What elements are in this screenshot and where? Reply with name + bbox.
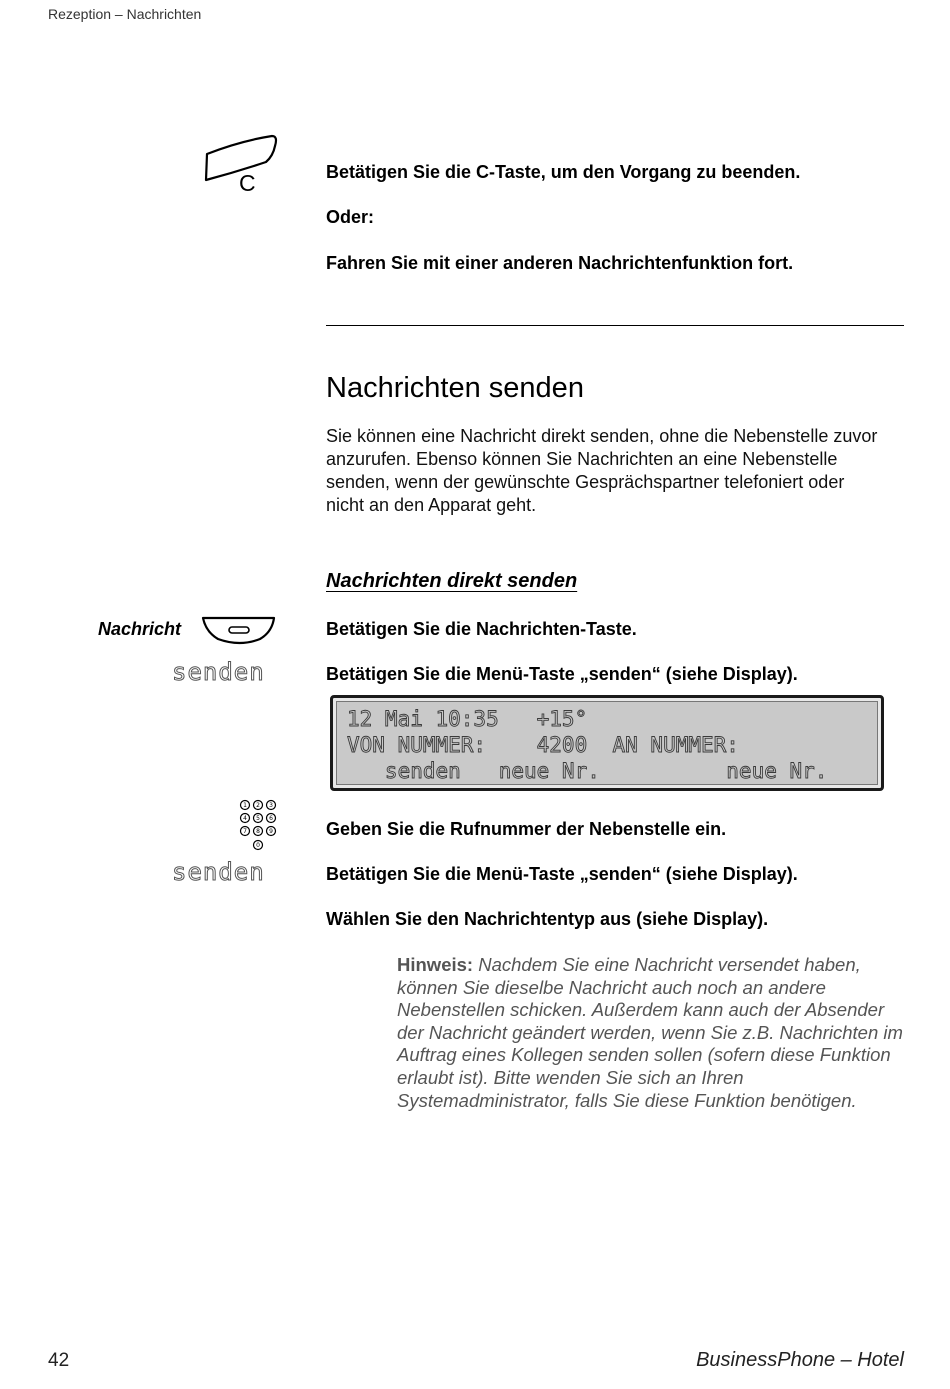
section-title: Nachrichten senden (326, 372, 584, 404)
keypad-key: 8 (256, 828, 260, 836)
c-key-glyph: C (239, 170, 256, 196)
step-senden-1: Betätigen Sie die Menü-Taste „senden“ (siehe Display). (326, 664, 798, 684)
keypad-key: 9 (269, 828, 273, 836)
keypad-key: 4 (243, 815, 247, 823)
display-line-1: 12 Mai 10:35 +15° (347, 707, 588, 731)
senden-softkey-1: senden (172, 658, 265, 686)
senden-softkey-2: senden (172, 858, 265, 886)
display-line-3: senden neue Nr. neue Nr. (347, 759, 828, 783)
note (397, 954, 905, 1112)
page-number: 42 (48, 1350, 70, 1371)
keypad-key: 1 (243, 802, 247, 810)
section-divider (326, 325, 904, 326)
step-enter-number: Geben Sie die Rufnummer der Nebenstelle ein. (326, 819, 727, 839)
phone-display (330, 695, 884, 791)
step-senden-2: Betätigen Sie die Menü-Taste „senden“ (siehe Display). (326, 864, 798, 884)
note-text: Nachdem Sie eine Nachricht versendet haben, können Sie dieselbe Nachricht auch noch an andere Nebenstellen schicken. Außerdem kann auch der Absender der Nachricht geändert werden, wenn Sie z.B. Nachrichten im Auftrag eines Kollegen senden sollen (sofern diese Funktion erlaubt ist). Bitte wenden Sie sich an Ihren Systemadministrator, falls Sie diese Funktion benötigen. (397, 954, 903, 1111)
keypad-icon (238, 798, 280, 856)
keypad-key: 0 (256, 842, 260, 850)
keypad-key: 6 (269, 815, 273, 823)
message-key-icon (200, 614, 278, 646)
keypad-key: 7 (243, 828, 247, 836)
note-label: Hinweis: (397, 954, 474, 975)
step-message-key: Betätigen Sie die Nachrichten-Taste. (326, 619, 637, 639)
running-header: Rezeption – Nachrichten (48, 6, 202, 22)
step-or: Oder: (326, 207, 375, 227)
section-intro: Sie können eine Nachricht direkt senden, ohne die Nebenstelle zuvor anzurufen. Ebenso können Sie Nachrichten an eine Nebenstelle senden, wenn der gewünschte Gesprächspartner telefoniert oder nicht an den Apparat geht. (326, 426, 878, 515)
keypad-key: 2 (256, 802, 260, 810)
subsection-title: Nachrichten direkt senden (326, 570, 578, 592)
step-select-type: Wählen Sie den Nachrichtentyp aus (siehe Display). (326, 909, 769, 929)
display-line-2: VON NUMMER: 4200 AN NUMMER: (347, 733, 739, 757)
step-c-key: Betätigen Sie die C-Taste, um den Vorgang zu beenden. (326, 162, 801, 182)
footer-title: BusinessPhone – Hotel (696, 1349, 904, 1371)
step-continue: Fahren Sie mit einer anderen Nachrichtenfunktion fort. (326, 253, 794, 273)
keypad-key: 3 (269, 802, 273, 810)
keypad-key: 5 (256, 815, 260, 823)
message-key-label: Nachricht (98, 619, 182, 639)
c-key-icon (200, 132, 280, 196)
